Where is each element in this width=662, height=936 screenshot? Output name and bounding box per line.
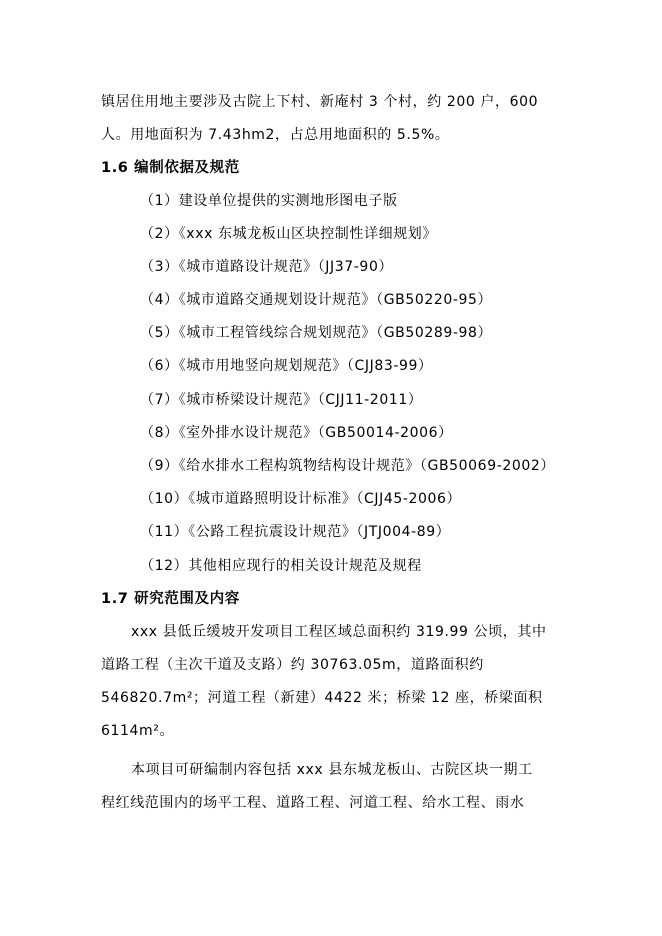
content-paragraph-line-2: 程红线范围内的场平工程、道路工程、河道工程、给水工程、雨水 <box>101 795 525 811</box>
scope-paragraph-line-1: xxx 县低丘缓坡开发项目工程区域总面积约 319.99 公顷，其中 <box>131 624 547 640</box>
reference-item-4: （4）《城市道路交通规划设计规范》（GB50220-95） <box>140 292 493 308</box>
reference-item-10: （10）《城市道路照明设计标准》（CJJ45-2006） <box>140 491 462 507</box>
reference-item-8: （8）《室外排水设计规范》（GB50014-2006） <box>140 425 453 441</box>
scope-paragraph-line-4: 6114m²。 <box>101 723 175 739</box>
reference-item-1: （1）建设单位提供的实测地形图电子版 <box>140 193 398 209</box>
reference-item-6: （6）《城市用地竖向规划规范》（CJJ83-99） <box>140 358 433 374</box>
reference-item-11: （11）《公路工程抗震设计规范》（JTJ004-89） <box>140 524 451 540</box>
reference-item-9: （9）《给水排水工程构筑物结构设计规范》（GB50069-2002） <box>140 458 555 474</box>
reference-item-2: （2）《xxx 东城龙板山区块控制性详细规划》 <box>140 226 438 242</box>
scope-paragraph-line-3: 546820.7m²；河道工程（新建）4422 米；桥梁 12 座，桥梁面积 <box>101 690 543 706</box>
intro-line-1: 镇居住用地主要涉及古院上下村、新庵村 3 个村，约 200 户，600 <box>101 94 539 110</box>
section-1-7-heading: 1.7 研究范围及内容 <box>101 591 240 607</box>
content-paragraph-line-1: 本项目可研编制内容包括 xxx 县东城龙板山、古院区块一期工 <box>131 762 533 778</box>
intro-line-2: 人。用地面积为 7.43hm2，占总用地面积的 5.5%。 <box>101 127 450 143</box>
scope-paragraph-line-2: 道路工程（主次干道及支路）约 30763.05m，道路面积约 <box>101 657 484 673</box>
reference-item-5: （5）《城市工程管线综合规划规范》（GB50289-98） <box>140 325 493 341</box>
reference-item-12: （12）其他相应现行的相关设计规范及规程 <box>140 558 422 574</box>
section-1-6-heading: 1.6 编制依据及规范 <box>101 160 240 176</box>
reference-item-7: （7）《城市桥梁设计规范》（CJJ11-2011） <box>140 392 423 408</box>
reference-item-3: （3）《城市道路设计规范》（JJ37-90） <box>140 259 394 275</box>
